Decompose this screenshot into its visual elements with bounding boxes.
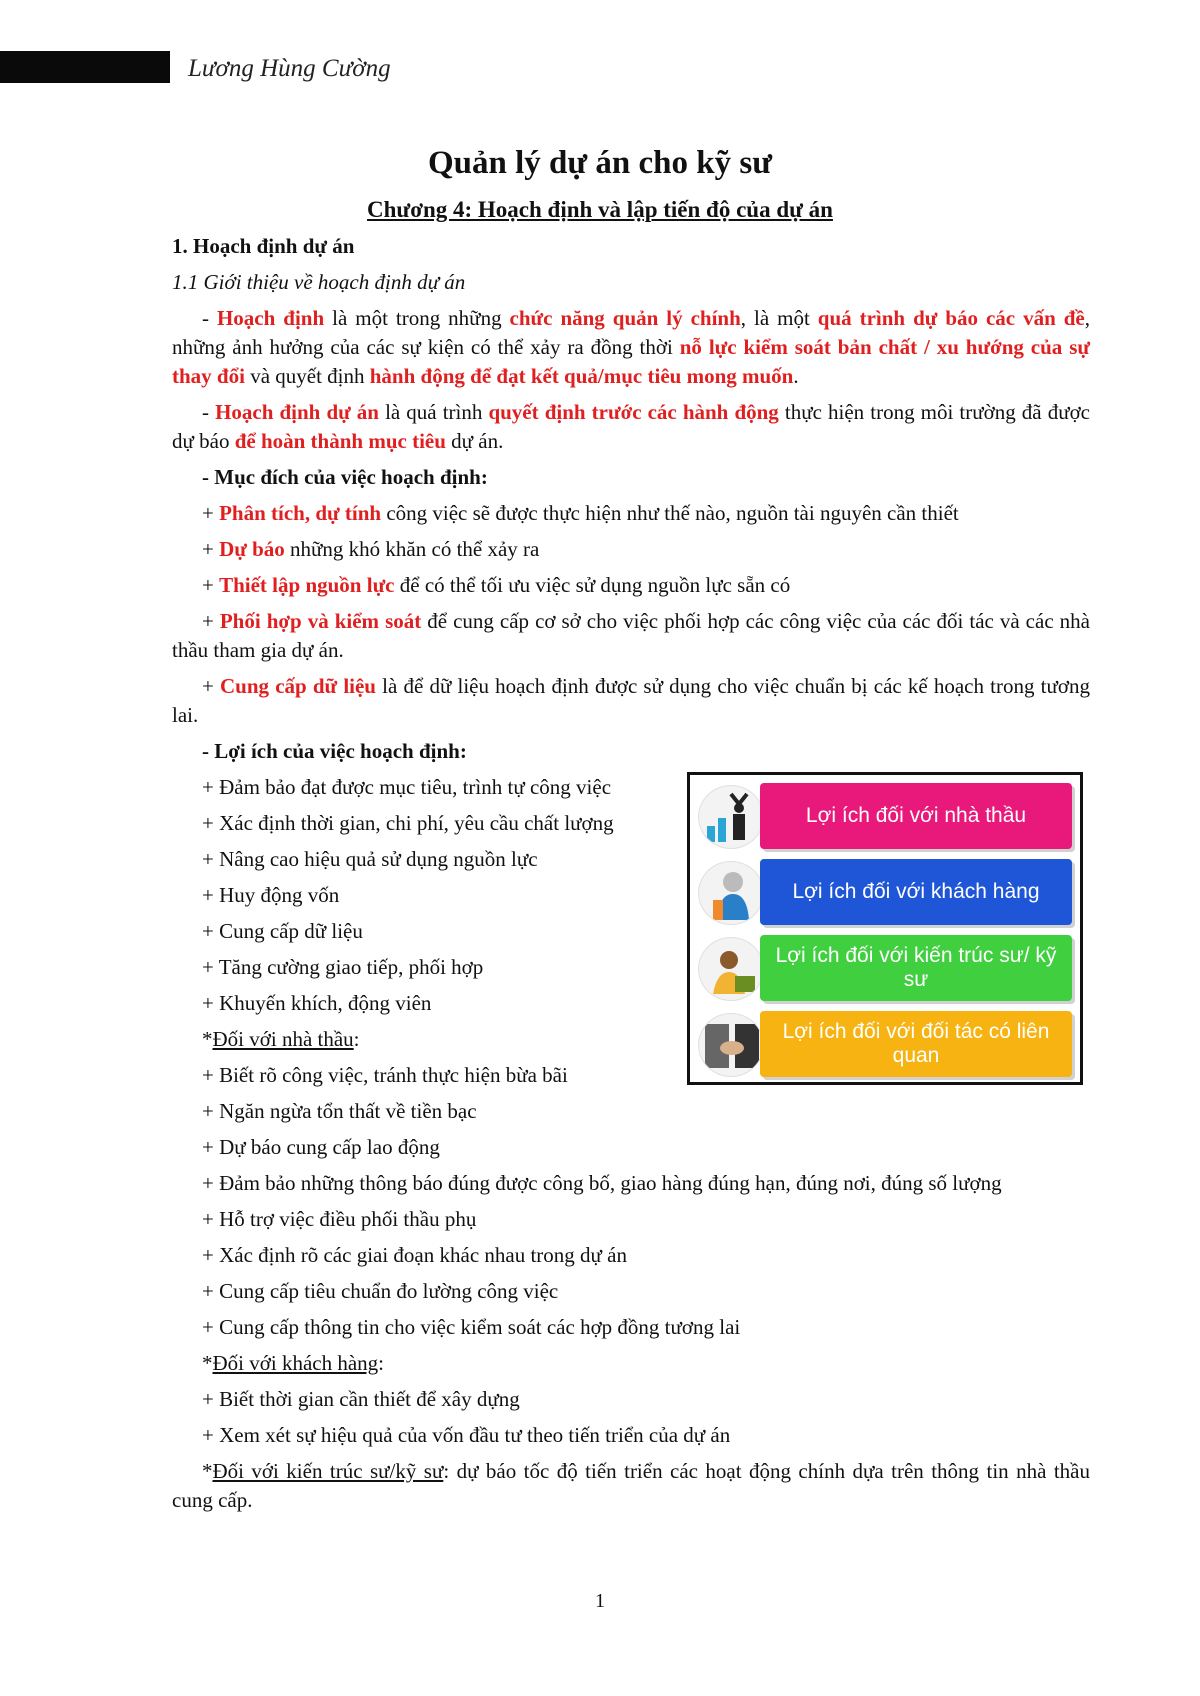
benefit-item: + Huy động vốn <box>202 883 340 907</box>
contractor-item: + Biết rõ công việc, tránh thực hiện bừa bãi <box>202 1063 568 1087</box>
benefit-item: + Đảm bảo đạt được mục tiêu, trình tự công việc <box>202 775 612 799</box>
contractor-item: + Xác định rõ các giai đoạn khác nhau trong dự án <box>202 1243 627 1267</box>
benefit-panel-row <box>698 935 1072 1003</box>
document-title: Quản lý dự án cho kỹ sư <box>427 145 773 181</box>
purpose-item: + Phân tích, dự tính công việc sẽ được thực hiện như thế nào, nguồn tài nguyên cần thiết <box>202 501 959 525</box>
contractor-item: + Đảm bảo những thông báo đúng được công bố, giao hàng đúng hạn, đúng nơi, đúng số lượng <box>202 1171 1002 1195</box>
business-success-icon <box>698 785 764 849</box>
benefit-heading: - Lợi ích của việc hoạch định: <box>202 739 467 763</box>
purpose-item: + Cung cấp dữ liệu là để dữ liệu hoạch định được sử dụng cho việc chuẩn bị các kế hoạch trong tương lai. <box>172 674 1090 727</box>
benefit-panel-label: Lợi ích đối với khách hàng <box>760 859 1072 925</box>
header-black-bar <box>0 51 170 83</box>
section-heading: 1. Hoạch định dự án <box>172 234 355 258</box>
customer-icon <box>698 861 764 925</box>
customer-heading: *Đối với khách hàng: <box>202 1351 384 1375</box>
customer-item: + Biết thời gian cần thiết để xây dựng <box>202 1387 520 1411</box>
benefit-panel-label: Lợi ích đối với đối tác có liên quan <box>760 1011 1072 1077</box>
page-number: 1 <box>595 1590 605 1612</box>
contractor-item: + Ngăn ngừa tổn thất về tiền bạc <box>202 1099 477 1123</box>
contractor-item: + Dự báo cung cấp lao động <box>202 1135 440 1159</box>
benefits-panel <box>687 772 1083 1085</box>
purpose-item: + Phối hợp và kiểm soát để cung cấp cơ sở cho việc phối hợp các công việc của các đối tác và các nhà thầu tham gia dự án. <box>172 609 1090 662</box>
paragraph-planning-definition: - Hoạch định là một trong những chức năng quản lý chính, là một quá trình dự báo các vấn đề, những ảnh hưởng của các sự kiện có thể xảy ra đồng thời nỗ lực kiểm soát bản chất / xu hướng của sự thay đổi và quyết định hành động để đạt kết quả/mục tiêu mong muốn. <box>172 306 1090 388</box>
paragraph-project-planning: - Hoạch định dự án là quá trình quyết định trước các hành động thực hiện trong môi trường đã được dự báo để hoàn thành mục tiêu dự án. <box>172 400 1091 453</box>
benefit-panel-row <box>698 859 1072 927</box>
benefit-item: + Tăng cường giao tiếp, phối hợp <box>202 955 484 979</box>
chapter-title: Chương 4: Hoạch định và lập tiến độ của dự án <box>367 197 833 222</box>
benefit-item: + Khuyến khích, động viên <box>202 991 432 1015</box>
purpose-item: + Thiết lập nguồn lực để có thể tối ưu việc sử dụng nguồn lực sẵn có <box>202 573 791 597</box>
engineer-icon <box>698 937 764 1001</box>
purpose-heading: - Mục đích của việc hoạch định: <box>202 465 488 489</box>
header-author: Lương Hùng Cường <box>188 55 391 82</box>
contractor-heading: *Đối với nhà thầu: <box>202 1027 360 1051</box>
purpose-item: + Dự báo những khó khăn có thể xảy ra <box>202 537 540 561</box>
benefit-panel-label: Lợi ích đối với kiến trúc sư/ kỹ sư <box>760 935 1072 1001</box>
benefit-item: + Nâng cao hiệu quả sử dụng nguồn lực <box>202 847 538 871</box>
contractor-item: + Cung cấp tiêu chuẩn đo lường công việc <box>202 1279 559 1303</box>
subsection-heading: 1.1 Giới thiệu về hoạch định dự án <box>172 270 466 294</box>
architect-paragraph: *Đối với kiến trúc sư/kỹ sư: dự báo tốc độ tiến triển các hoạt động chính dựa trên thông tin nhà thầu cung cấp. <box>172 1459 1090 1512</box>
customer-item: + Xem xét sự hiệu quả của vốn đầu tư theo tiến triển của dự án <box>202 1423 731 1447</box>
benefit-panel-row <box>698 783 1072 851</box>
benefit-panel-row <box>698 1011 1072 1079</box>
benefit-item: + Cung cấp dữ liệu <box>202 919 363 943</box>
contractor-item: + Cung cấp thông tin cho việc kiểm soát các hợp đồng tương lai <box>202 1315 741 1339</box>
partner-handshake-icon <box>698 1013 764 1077</box>
contractor-item: + Hỗ trợ việc điều phối thầu phụ <box>202 1207 477 1231</box>
benefit-item: + Xác định thời gian, chi phí, yêu cầu chất lượng <box>202 811 614 835</box>
benefit-panel-label: Lợi ích đối với nhà thầu <box>760 783 1072 849</box>
